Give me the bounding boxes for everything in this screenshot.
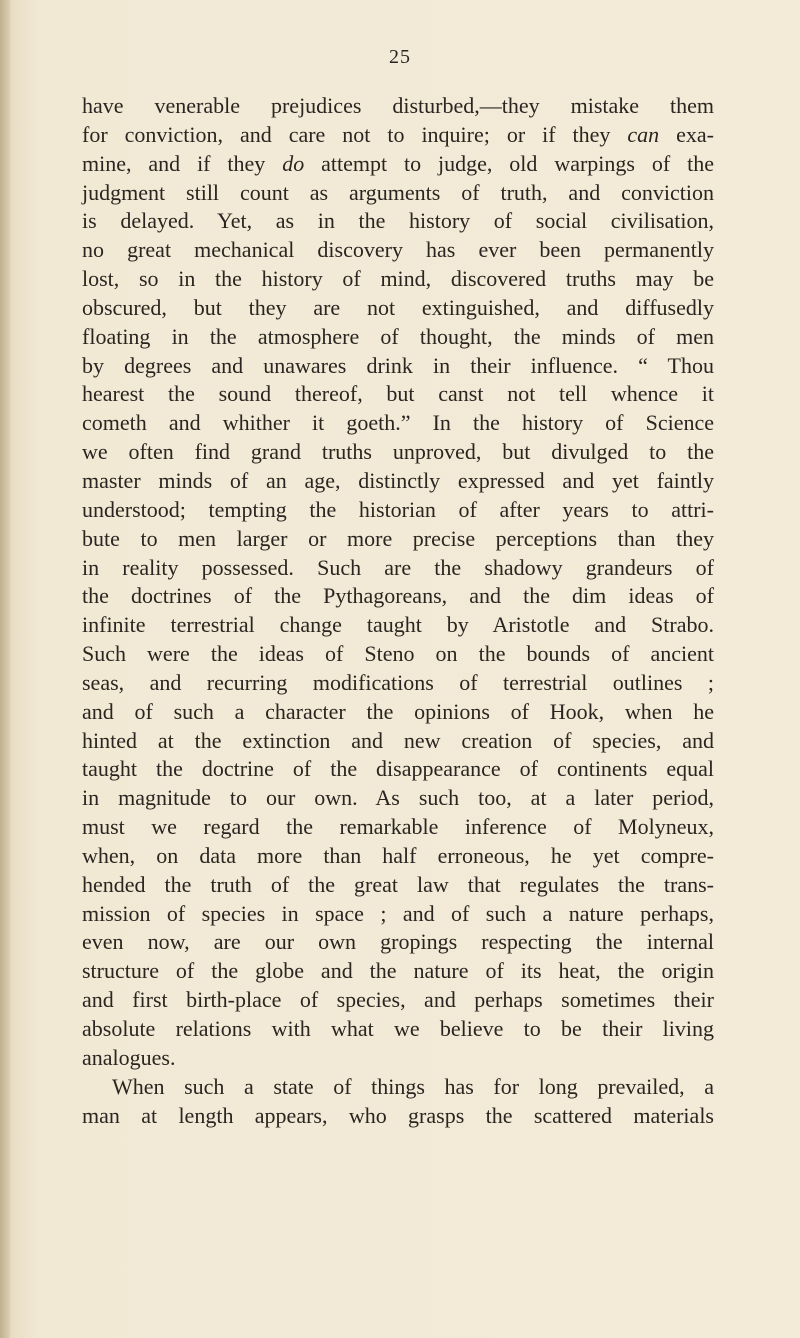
text-line: infinite terrestrial change taught by Aristotle and Strabo. [82,612,714,638]
page-number: 25 [389,46,411,68]
text-line: bute to men larger or more precise perceptions than they [82,525,714,551]
text-line: hinted at the extinction and new creation of species, and [82,727,714,753]
text-line: understood; tempting the historian of after years to attri- [82,496,714,522]
page-gutter [0,0,10,1338]
text-line: by degrees and unawares drink in their influence. “ Thou [82,352,714,378]
text-line: analogues. [82,1044,176,1070]
text-line: floating in the atmosphere of thought, the minds of men [82,323,714,349]
text-line: absolute relations with what we believe to be their living [82,1016,714,1041]
text-line: hearest the sound thereof, but canst not tell whence it [82,381,714,407]
text-line: man at length appears, who grasps the scattered materials [82,1102,714,1128]
text-line: seas, and recurring modifications of terrestrial outlines ; [82,669,714,695]
text-line: Such were the ideas of Steno on the bounds of ancient [82,641,714,667]
text-line: When such a state of things has for long prevailed, a [112,1073,714,1099]
text-line: mine, and if they do attempt to judge, old warpings of the [82,150,714,176]
text-line: judgment still count as arguments of truth, and conviction [82,179,714,205]
emphasis: do [282,150,305,176]
text-line: the doctrines of the Pythagoreans, and the dim ideas of [82,583,714,609]
text-line: we often find grand truths unproved, but divulged to the [82,439,714,465]
body-text [82,92,714,1130]
text-line: master minds of an age, distinctly expressed and yet faintly [82,467,714,493]
text-line: have venerable prejudices disturbed,—they mistake them [82,93,714,118]
text-line: even now, are our own gropings respecting the internal [82,929,714,955]
text-line: and first birth-place of species, and perhaps sometimes their [82,987,714,1013]
text-line: in reality possessed. Such are the shadowy grandeurs of [82,554,714,580]
text-line: hended the truth of the great law that regulates the trans- [82,871,714,897]
text-line: no great mechanical discovery has ever been permanently [82,237,714,263]
text-line: taught the doctrine of the disappearance of continents equal [82,756,714,782]
text-line: in magnitude to our own. As such too, at a later period, [82,785,714,811]
emphasis: can [627,121,660,147]
text-line: when, on data more than half erroneous, he yet compre- [82,842,714,868]
text-line: must we regard the remarkable inference of Molyneux, [82,814,714,840]
text-line: lost, so in the history of mind, discovered truths may be [82,266,714,292]
text-line: mission of species in space ; and of such a nature perhaps, [82,900,714,926]
text-line: is delayed. Yet, as in the history of social civilisation, [82,208,714,234]
text-line: cometh and whither it goeth.” In the history of Science [82,410,714,436]
text-line: and of such a character the opinions of Hook, when he [82,698,714,724]
text-line: obscured, but they are not extinguished, and diffusedly [82,294,714,320]
text-line: structure of the globe and the nature of its heat, the origin [82,958,714,984]
text-line: for conviction, and care not to inquire; or if they can exa- [82,121,714,147]
